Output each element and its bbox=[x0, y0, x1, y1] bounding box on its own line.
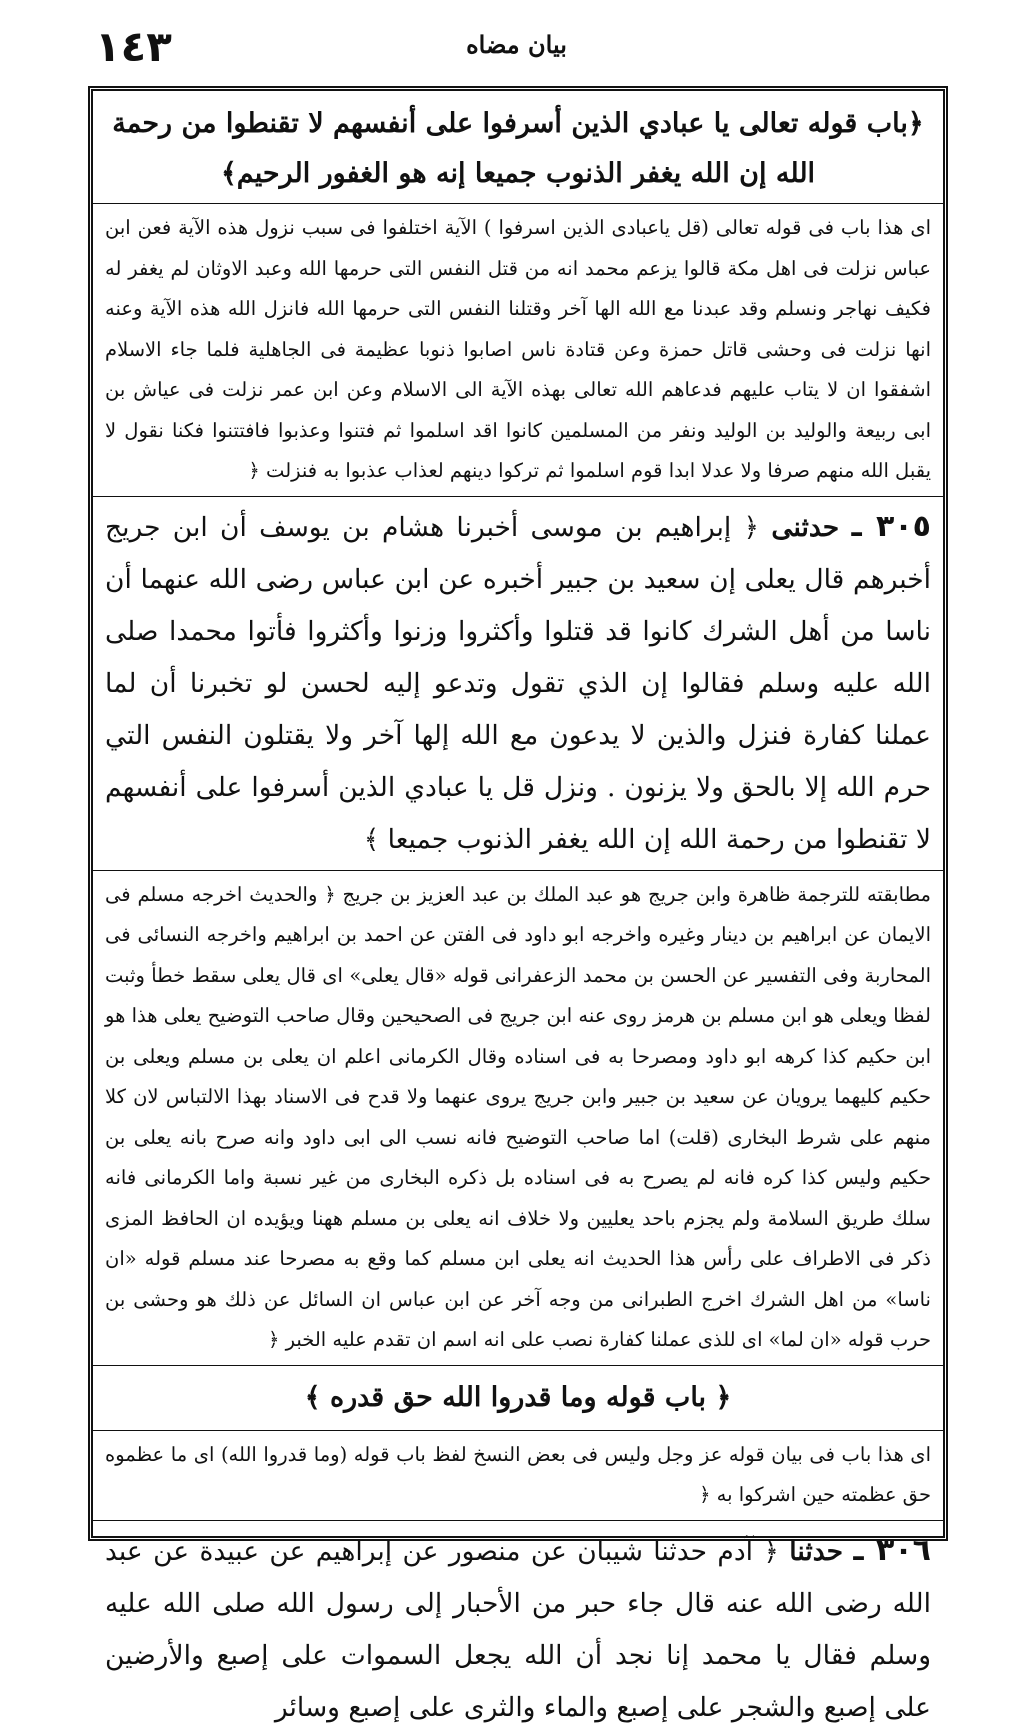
hadith-306 bbox=[105, 1525, 931, 1734]
divider bbox=[93, 1365, 943, 1366]
page-number: ١٤٣ bbox=[95, 22, 172, 71]
running-head: بيان مضاه bbox=[466, 30, 567, 59]
commentary-paragraph: مطابقته للترجمة ظاهرة وابن جريج هو عبد الملك بن عبد العزيز بن جريج ﴿ والحديث اخرجه مسلم فى الايمان عن ابراهيم بن دينار وغيره واخرجه ابو داود فى الفتن عن احمد بن ابراهيم واخرجه النسائى فى المحاربة وفى التفسير عن الحسن بن محمد الزعفرانى قوله «قال يعلى» اى قال يعلى سقط خطأ وثبت لفظا ويعلى هو ابن مسلم بن هرمز روى عنه ابن جريج فى الصحيحين وقال صاحب التوضيح يعلى هذا هو ابن حكيم كذا كرهه ابو داود ومصرحا به فى اسناده وقال الكرمانى اعلم ان يعلى بن مسلم ويعلى بن حكيم كليهما يرويان عن سعيد بن جبير وابن جريج يروى عنهما ولا قدح فى الاسناد بهذا الالتباس لان كلا منهم على شرط البخارى (قلت) اما صاحب التوضيح فانه نسب الى ابى داود وانه صرح بانه يعلى بن حكيم وليس كذا كره فانه لم يصرح به فى اسناده بل ذكره البخارى من غير نسبة واما الكرمانى فانه سلك طريق السلامة ولم يجزم باحد يعليين ولا خلاف انه يعلى بن مسلم ههنا ويؤيده ان الحافظ المزى ذكر فى الاطراف على رأس هذا الحديث انه يعلى ابن مسلم كما وقع به مصرحا عند مسلم قوله «ان ناسا» من اهل الشرك اخرج الطبرانى من وجه آخر عن ابن عباس ان السائل عن ذلك هو وحشى بن حرب قوله «ان لما» اى للذى عملنا كفارة نصب على انه اسم ان تقدم عليه الخبر ﴿ bbox=[105, 882, 931, 1351]
divider bbox=[93, 870, 943, 871]
chapter-heading: ﴿ باب قوله وما قدروا الله حق قدره ﴾ bbox=[304, 1381, 732, 1413]
hadith-number: ٣٠٥ ـ bbox=[851, 508, 931, 544]
divider bbox=[93, 1520, 943, 1521]
divider bbox=[93, 496, 943, 497]
commentary-paragraph: اى هذا باب فى بيان قوله عز وجل وليس فى بعض النسخ لفظ باب قوله (وما قدروا الله) اى ما عظموه حق عظمته حين اشركوا به ﴿ bbox=[105, 1442, 931, 1506]
hadith-305 bbox=[105, 501, 931, 866]
hadith-text: ﴿ آدم حدثنا شيبان عن منصور عن إبراهيم عن عبيدة عن عبد الله رضى الله عنه قال جاء حبر من الأحبار إلى رسول الله صلى الله عليه وسلم فقال يا محمد إنا نجد أن الله يجعل السموات على إصبع والأرضين على إصبع والشجر على إصبع والماء والثرى على إصبع وسائر bbox=[105, 1535, 931, 1723]
hadith-text: ﴿ إبراهيم بن موسى أخبرنا هشام بن يوسف أن ابن جريج أخبرهم قال يعلى إن سعيد بن جبير أخبره عن ابن عباس رضى الله عنهما أن ناسا من أهل الشرك كانوا قد قتلوا وأكثروا وزنوا وأكثروا فأتوا محمدا صلى الله عليه وسلم فقالوا إن الذي تقول وتدعو إليه لحسن لو تخبرنا أن لما عملنا كفارة فنزل والذين لا يدعون مع الله إلها آخر ولا يقتلون النفس التي حرم الله إلا بالحق ولا يزنون . ونزل قل يا عبادي الذين أسرفوا على أنفسهم لا تقنطوا من رحمة الله إن الله يغفر الذنوب جميعا ﴾ bbox=[105, 511, 931, 855]
hadith-number: ٣٠٦ ـ bbox=[853, 1532, 931, 1568]
hadith-lead-word: حدثنى bbox=[771, 511, 840, 543]
divider bbox=[93, 1430, 943, 1431]
divider bbox=[93, 203, 943, 204]
page-frame bbox=[88, 86, 948, 1723]
chapter-heading: ﴿باب قوله تعالى يا عبادي الذين أسرفوا على أنفسهم لا تقنطوا من رحمة الله إن الله يغفر الذنوب جميعا إنه هو الغفور الرحيم﴾ bbox=[112, 108, 924, 189]
hadith-lead-word: حدثنا bbox=[789, 1535, 844, 1567]
commentary-paragraph: اى هذا باب فى قوله تعالى (قل ياعبادى الذين اسرفوا ) الآية اختلفوا فى سبب نزول هذه الآية فعن ابن عباس نزلت فى اهل مكة قالوا يزعم محمد انه من قتل النفس التى حرمها الله وعبد الاوثان لم يغفر له فكيف نهاجر ونسلم وقد عبدنا مع الله الها آخر وقتلنا النفس التى حرمها الله فانزل الله هذه الآية وعنه انها نزلت فى وحشى قاتل حمزة وعن قتادة ناس اصابوا ذنوبا عظيمة فى الجاهلية فلما جاء الاسلام اشفقوا ان لا يتاب عليهم فدعاهم الله تعالى بهذه الآية الى الاسلام وعن ابن عمر نزلت فى عياش بن ابى ربيعة والوليد بن الوليد ونفر من المسلمين كانوا اقد اسلموا ثم فتنوا وعذبوا فافتتنوا فكنا نقول لا يقبل الله منهم صرفا ولا عدلا ابدا قوم اسلموا ثم تركوا دينهم لعذاب عذبوا به فنزلت ﴿ bbox=[105, 216, 931, 482]
